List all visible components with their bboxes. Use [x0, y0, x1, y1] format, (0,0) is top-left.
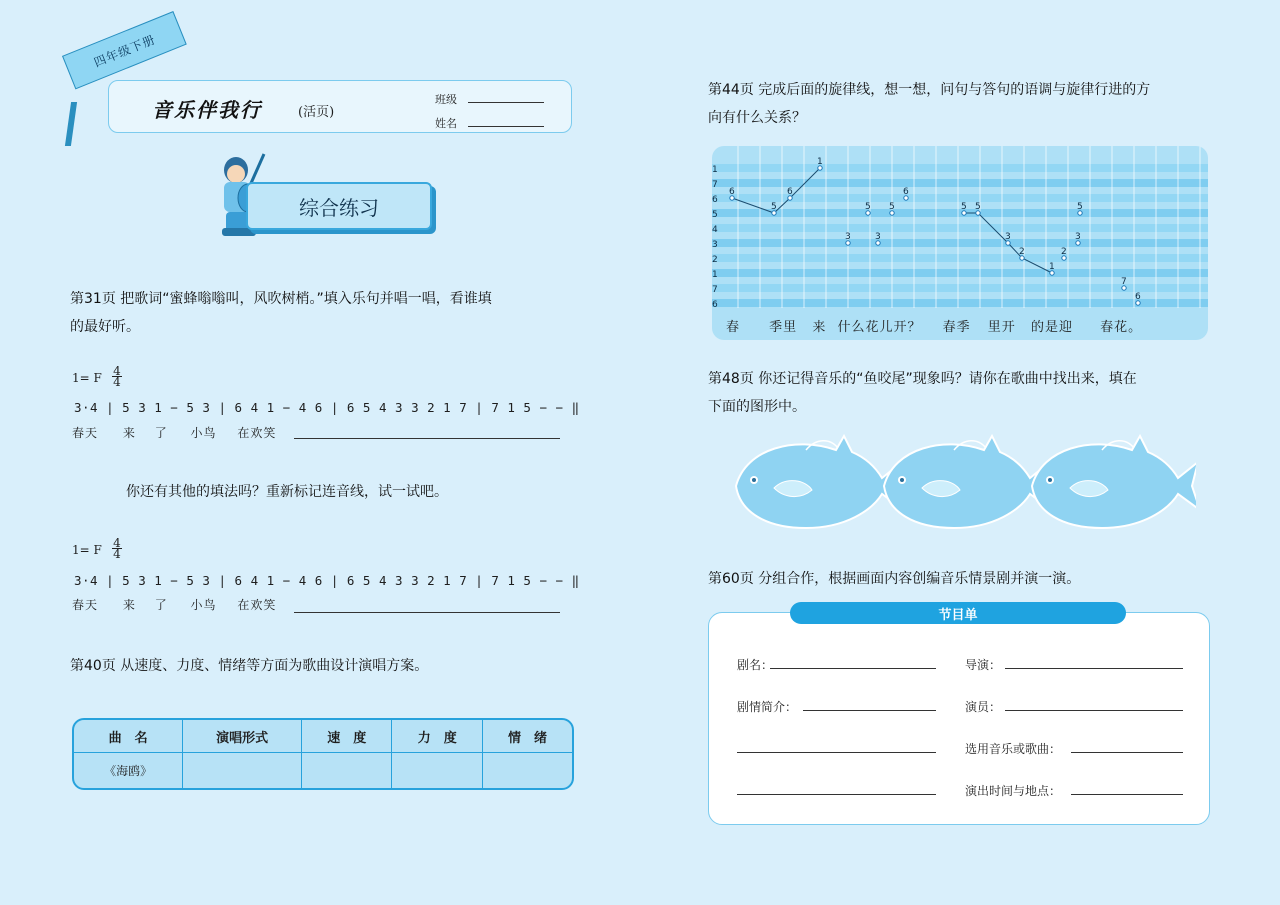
lyric-word: 春天	[72, 598, 99, 612]
melody-note-label: 3	[875, 232, 881, 242]
melody-lyric: 季里	[769, 320, 798, 335]
section-title: 综合练习	[299, 195, 379, 220]
class-line[interactable]	[468, 102, 544, 103]
axis-label: 5	[712, 210, 718, 220]
melody-note-label: 6	[787, 187, 793, 197]
class-label: 班级	[435, 93, 457, 106]
music-line[interactable]	[1071, 752, 1183, 753]
lyric-word: 来	[122, 426, 136, 440]
melody-note-label: 6	[1135, 292, 1141, 302]
performance-plan-table	[72, 718, 574, 790]
cell-song: 《海鸥》	[74, 753, 183, 789]
director-label: 导演：	[965, 658, 1002, 672]
melody-note-label: 6	[729, 187, 735, 197]
melody-lyric: 来	[812, 320, 827, 335]
lyric-word: 了	[154, 598, 168, 612]
lyric-word: 在欢笑	[237, 598, 277, 612]
header-form: 演唱形式	[183, 720, 302, 753]
melody-lyric: 春花。	[1100, 320, 1143, 335]
name-line[interactable]	[468, 126, 544, 127]
q31-text-1: 第31页 把歌词“蜜蜂嗡嗡叫，风吹树梢。”填入乐句并唱一唱，看谁填	[70, 291, 492, 307]
fish-icon[interactable]	[1032, 436, 1196, 528]
cell-speed[interactable]	[301, 753, 392, 789]
melody-note-label: 1	[817, 157, 823, 167]
lyric-word: 春天	[72, 426, 99, 440]
plot-line-2[interactable]	[737, 752, 936, 753]
melody-note-label: 5	[771, 202, 777, 212]
time-place-label: 演出时间与地点：	[965, 784, 1062, 798]
melody-note-label: 2	[1061, 247, 1067, 257]
time-signature-2	[112, 538, 122, 559]
fish-bite-tail-diagram	[726, 428, 1196, 544]
melody-note-label: 5	[975, 202, 981, 212]
grade-ribbon	[62, 11, 187, 89]
melody-note-label: 6	[903, 187, 909, 197]
lyric-word: 小鸟	[190, 426, 217, 440]
q44-text-1: 第44页 完成后面的旋律线，想一想，问句与答句的语调与旋律行进的方	[708, 82, 1151, 98]
melody-note-label: 2	[1019, 247, 1025, 257]
melody-lyric: 春	[726, 320, 741, 335]
name-label: 姓名	[435, 117, 457, 130]
play-name-line[interactable]	[770, 668, 936, 669]
melody-note-label: 1	[1049, 262, 1055, 272]
fish-icon[interactable]	[736, 436, 904, 528]
q60-text: 第60页 分组合作，根据画面内容创编音乐情景剧并演一演。	[708, 571, 1081, 587]
director-line[interactable]	[1005, 668, 1183, 669]
melody-note-label: 5	[1077, 202, 1083, 212]
score-line-2: 3·4 | 5 3 1 − 5 3 | 6 4 1 − 4 6 | 6 5 4 3 3 2 1 7 | 7 1 5 − − ‖	[74, 573, 580, 588]
table-header-row	[74, 720, 572, 753]
table-row	[74, 753, 572, 789]
melody-note-label: 5	[865, 202, 871, 212]
section-title-badge	[246, 182, 432, 230]
axis-label: 3	[712, 240, 718, 250]
melody-lyric: 里开	[987, 320, 1016, 335]
field-time-place	[965, 782, 1061, 799]
q40-text: 第40页 从速度、力度、情绪等方面为歌曲设计演唱方案。	[70, 658, 429, 674]
melody-svg	[712, 146, 1208, 340]
music-label: 选用音乐或歌曲：	[965, 742, 1062, 756]
lyric-word: 了	[154, 426, 168, 440]
field-plot	[737, 698, 797, 715]
q31-prompt-2: 你还有其他的填法吗？重新标记连音线，试一试吧。	[126, 484, 448, 500]
plot-line[interactable]	[803, 710, 936, 711]
melody-note-label: 3	[845, 232, 851, 242]
program-title	[790, 602, 1126, 624]
field-play-name	[737, 656, 773, 673]
melody-note-label: 7	[1121, 277, 1127, 287]
header-dynamics: 力 度	[392, 720, 483, 753]
actors-line[interactable]	[1005, 710, 1183, 711]
header-speed: 速 度	[301, 720, 392, 753]
program-title-label: 节目单	[938, 607, 978, 623]
fish-icon[interactable]	[884, 436, 1052, 528]
q31-text-2: 的最好听。	[70, 319, 140, 335]
time-top: 4	[113, 364, 121, 378]
melody-note-label: 3	[1005, 232, 1011, 242]
melody-note-label: 5	[889, 202, 895, 212]
ribbon-tail	[65, 102, 77, 146]
melody-note-label: 3	[1075, 232, 1081, 242]
time-place-line[interactable]	[1071, 794, 1183, 795]
cell-form[interactable]	[183, 753, 302, 789]
field-director	[965, 656, 1001, 673]
plot-label: 剧情简介：	[737, 700, 798, 714]
key-signature-1: 1= F	[72, 371, 102, 385]
melody-lyrics	[726, 316, 1142, 335]
book-subtitle: (活页)	[298, 105, 335, 120]
time-top: 4	[113, 536, 121, 550]
field-actors	[965, 698, 1001, 715]
q44-text-2: 向有什么关系？	[708, 110, 806, 126]
axis-label: 2	[712, 255, 718, 265]
time-bottom: 4	[113, 375, 121, 389]
actors-label: 演员：	[965, 700, 1002, 714]
melody-note-label: 5	[961, 202, 967, 212]
score-line-1: 3·4 | 5 3 1 − 5 3 | 6 4 1 − 4 6 | 6 5 4 3 3 2 1 7 | 7 1 5 − − ‖	[74, 400, 580, 415]
axis-label: 6	[712, 195, 718, 205]
answer-line-2[interactable]	[294, 612, 560, 613]
header-song: 曲 名	[74, 720, 183, 753]
axis-label: 6	[712, 300, 718, 310]
melody-lyric: 春季	[942, 320, 971, 335]
melody-line-chart	[712, 146, 1208, 340]
lyric-word: 在欢笑	[237, 426, 277, 440]
play-name-label: 剧名：	[737, 658, 774, 672]
key-signature-2: 1= F	[72, 543, 102, 557]
cell-dynamics[interactable]	[392, 753, 483, 789]
answer-line-1[interactable]	[294, 438, 560, 439]
grade-label: 四年级下册	[91, 32, 158, 70]
header-emotion: 情 绪	[483, 720, 572, 753]
axis-label: 7	[712, 285, 718, 295]
time-bottom: 4	[113, 547, 121, 561]
lyrics-line-2	[72, 596, 282, 613]
melody-lyric: 什么花儿开？	[837, 320, 922, 335]
q48-text-1: 第48页 你还记得音乐的“鱼咬尾”现象吗？请你在歌曲中找出来，填在	[708, 371, 1137, 387]
lyric-word: 来	[122, 598, 136, 612]
lyric-word: 小鸟	[190, 598, 217, 612]
plot-line-3[interactable]	[737, 794, 936, 795]
cell-emotion[interactable]	[483, 753, 572, 789]
lyrics-line-1	[72, 424, 282, 441]
axis-label: 4	[712, 225, 718, 235]
book-title: 音乐伴我行	[152, 98, 262, 122]
axis-label: 1	[712, 270, 718, 280]
time-signature-1	[112, 366, 122, 387]
axis-label: 7	[712, 180, 718, 190]
q48-text-2: 下面的图形中。	[708, 399, 806, 415]
axis-label: 1	[712, 165, 718, 175]
melody-lyric: 的是迎	[1030, 320, 1073, 335]
field-music	[965, 740, 1061, 757]
